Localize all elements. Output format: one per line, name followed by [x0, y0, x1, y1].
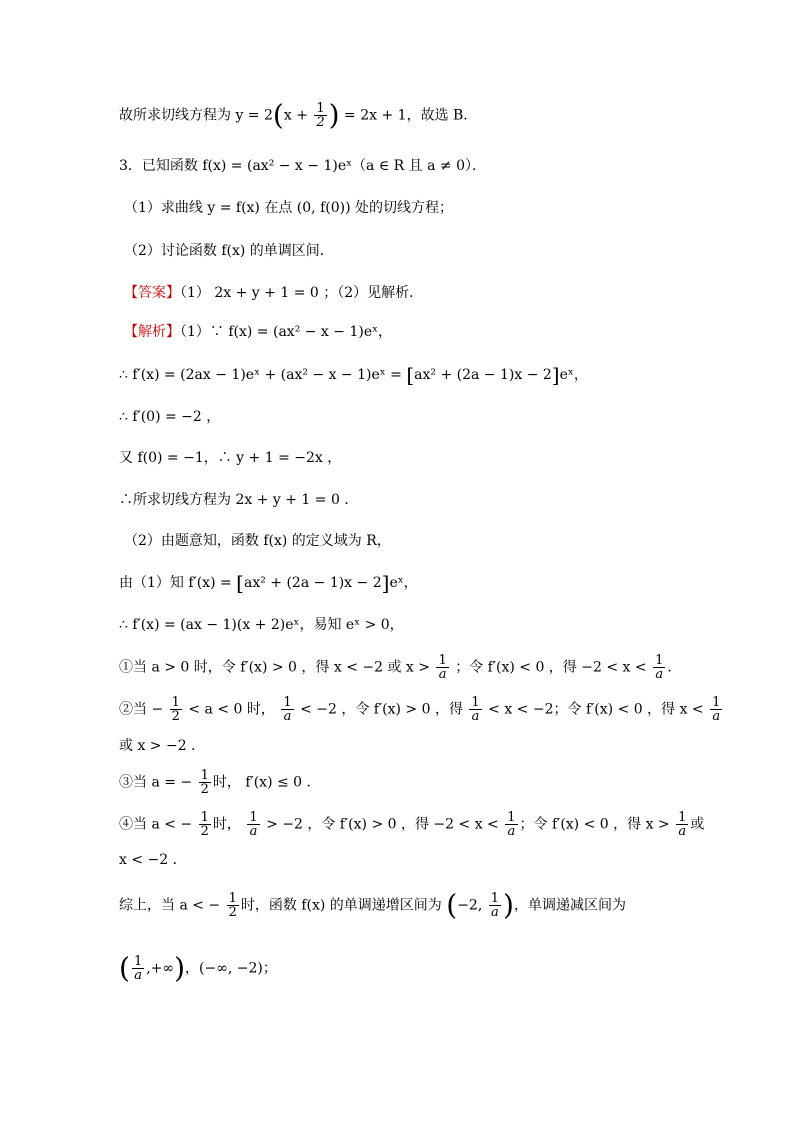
text-segment: > −2 ，令 f′(x) > 0 ，得 −2 < x <: [266, 816, 499, 833]
fraction-numerator: 1: [283, 695, 292, 710]
text-segment: （1）∵ f(x) = (ax² − x − 1)eˣ，: [180, 324, 393, 340]
fraction-denominator: 2: [228, 905, 237, 920]
text-segment: （1） 2x + y + 1 = 0 ；（2）见解析．: [180, 285, 424, 301]
fraction-numerator: 1: [171, 695, 180, 710]
text-segment: 或: [690, 816, 705, 833]
summary-line-2: [119, 951, 277, 985]
text-segment: ④当 a < −: [119, 816, 193, 833]
text-segment: ，(−∞, −2)；: [185, 960, 277, 977]
text-segment: ，单调递减区间为: [513, 897, 626, 914]
fraction: [227, 892, 239, 919]
problem-statement: 3．已知函数 f(x) = (ax² − x − 1)eˣ（a ∈ R 且 a ≠ 0）．: [119, 158, 486, 174]
paren-open: (: [119, 951, 130, 985]
fraction: [710, 696, 722, 723]
fraction: [505, 811, 517, 838]
text-line: 又 f(0) = −1，∴ y + 1 = −2x ，: [119, 450, 342, 466]
fraction-denominator: 2: [200, 824, 209, 839]
fraction-denominator: a: [438, 667, 447, 682]
case-1-line: [119, 654, 681, 681]
fraction-denominator: a: [678, 824, 687, 839]
fraction-numerator: 1: [133, 954, 143, 969]
fraction-numerator: 1: [507, 810, 516, 825]
fraction-denominator: a: [283, 709, 292, 724]
fraction-numerator: 1: [712, 695, 721, 710]
case-4-line: [119, 811, 704, 838]
fraction-numerator: 1: [200, 810, 209, 825]
text-line: x < −2 ．: [119, 852, 187, 868]
text-line: （2）由题意知，函数 f(x) 的定义域为 R，: [124, 533, 391, 549]
text-segment: ③当 a = −: [119, 774, 193, 791]
text-line: ∴ f′(0) = −2 ，: [119, 409, 221, 425]
case-2-line: [119, 696, 724, 723]
answer-tag: 【答案】: [124, 285, 180, 301]
text-segment: eˣ，: [559, 367, 588, 383]
fraction-denominator: a: [507, 824, 516, 839]
bracket-open: [: [236, 571, 244, 595]
fraction-denominator: 2: [200, 782, 209, 797]
paren-close: ): [328, 98, 340, 132]
paren-close: ): [503, 888, 514, 922]
bracket-open: [: [406, 363, 415, 387]
fraction-numerator: 1: [438, 653, 447, 668]
fraction: [170, 696, 182, 723]
fraction-numerator: 1: [678, 810, 687, 825]
fraction: [489, 892, 501, 919]
case-3-line: [119, 769, 321, 796]
bracket-close: ]: [551, 363, 560, 387]
text-segment: ,+∞: [146, 960, 175, 977]
fraction-numerator: 1: [249, 810, 258, 825]
paren-close: ): [174, 951, 185, 985]
text-segment: x +: [283, 107, 308, 124]
analysis-line: [124, 321, 392, 343]
text-line: [119, 364, 588, 386]
fraction-numerator: 1: [490, 891, 500, 906]
text-line: [119, 98, 478, 132]
text-segment: ax² + (2a − 1)x − 2: [414, 367, 552, 383]
fraction-denominator: a: [249, 824, 258, 839]
summary-line: [119, 888, 626, 922]
text-segment: −2,: [457, 897, 483, 914]
text-segment: eˣ，: [389, 575, 418, 591]
fraction-denominator: a: [471, 709, 480, 724]
fraction-denominator: a: [491, 905, 499, 920]
fraction-numerator: 1: [228, 891, 237, 906]
text-segment: 时，函数 f(x) 的单调递增区间为: [240, 897, 442, 914]
fraction-denominator: 2: [171, 709, 180, 724]
text-segment: ①当 a > 0 时，令 f′(x) > 0 ，得 x < −2 或 x >: [119, 659, 430, 676]
fraction-numerator: 1: [200, 768, 209, 783]
fraction-numerator: 1: [471, 695, 480, 710]
fraction-denominator: a: [712, 709, 721, 724]
text-segment: < −2 ，令 f′(x) > 0 ，得: [300, 701, 463, 718]
text-line: 或 x > −2 ．: [119, 738, 206, 754]
text-segment: ax² + (2a − 1)x − 2: [243, 575, 382, 591]
fraction-denominator: a: [655, 667, 664, 682]
fraction: [653, 654, 665, 681]
text-segment: 综上，当 a < −: [119, 897, 221, 914]
text-line: ∴ f′(x) = (ax − 1)(x + 2)eˣ，易知 eˣ > 0，: [119, 617, 404, 633]
fraction: [281, 696, 293, 723]
text-segment: ；令 f′(x) < 0 ，得 x >: [519, 816, 670, 833]
text-segment: 时， f′(x) ≤ 0 ．: [212, 774, 321, 791]
fraction: [676, 811, 688, 838]
fraction: [314, 102, 326, 129]
fraction: [436, 654, 448, 681]
analysis-tag: 【解析】: [124, 324, 180, 340]
text-segment: ；令 f′(x) < 0 ，得 −2 < x <: [455, 659, 647, 676]
text-segment: ．: [667, 659, 682, 676]
text-segment: ∴ f′(x) = (2ax − 1)eˣ + (ax² − x − 1)eˣ =: [119, 367, 402, 383]
bracket-close: ]: [381, 571, 390, 595]
fraction: [247, 811, 259, 838]
fraction: [132, 955, 144, 982]
text-line: [119, 572, 418, 594]
answer-line: [124, 282, 423, 304]
fraction: [469, 696, 481, 723]
text-segment: = 2x + 1，故选 B．: [344, 107, 478, 124]
text-segment: < a < 0 时，: [188, 701, 275, 718]
fraction: [199, 811, 211, 838]
text-segment: ②当 −: [119, 701, 164, 718]
text-segment: 故所求切线方程为 y = 2: [119, 107, 273, 124]
fraction-denominator: 2: [316, 115, 325, 130]
fraction-denominator: a: [134, 968, 142, 983]
paren-open: (: [446, 888, 458, 922]
text-line: ∴所求切线方程为 2x + y + 1 = 0 ．: [119, 492, 359, 508]
text-segment: 由（1）知 f′(x) =: [119, 575, 232, 591]
text-segment: 时，: [212, 816, 241, 833]
question-part-2: （2）讨论函数 f(x) 的单调区间．: [124, 243, 334, 259]
paren-open: (: [272, 98, 284, 132]
question-part-1: （1）求曲线 y = f(x) 在点 (0, f(0)) 处的切线方程；: [124, 200, 453, 216]
fraction-numerator: 1: [316, 101, 325, 116]
fraction-numerator: 1: [655, 653, 664, 668]
text-segment: < x < −2；令 f′(x) < 0 ，得 x <: [488, 701, 704, 718]
fraction: [199, 769, 211, 796]
